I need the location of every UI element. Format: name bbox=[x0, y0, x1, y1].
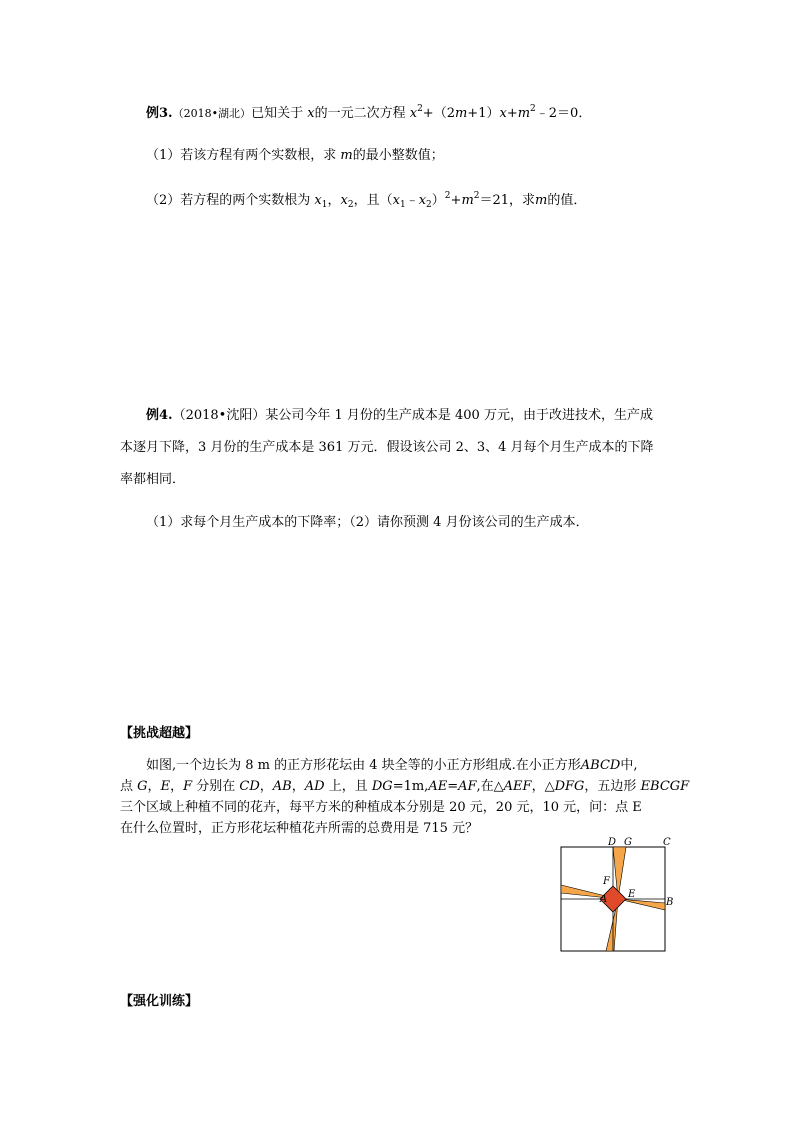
ex4-stem: 例4.（2018•沈阳）某公司今年 1 月份的生产成本是 400 万元，由于改进技术，生产成 本逐月下降，3 月份的生产成本是 361 万元．假设该公司 2、3、4 月每个月生产成本的下降 率都相同． bbox=[120, 408, 654, 487]
ex3-source: （2018•湖北） bbox=[172, 107, 252, 120]
ex3-question-2: （2）若方程的两个实数根为 $x_1$，$x_2$，且$(x_1﹣x_2)^2+m^2=21$，求m的值． bbox=[146, 191, 587, 210]
label-b: B bbox=[666, 897, 674, 908]
ex3-question-1: （1）若该方程有两个实数根，求 m的最小整数值； bbox=[146, 148, 444, 163]
training-heading: 【强化训练】 bbox=[120, 994, 199, 1009]
label-f: F bbox=[603, 876, 610, 887]
label-e: E bbox=[628, 889, 636, 900]
flowerbed-svg bbox=[558, 835, 678, 955]
ex4-questions: （1）求每个月生产成本的下降率；（2）请你预测 4 月份该公司的生产成本． bbox=[146, 515, 589, 530]
label-g: G bbox=[624, 837, 632, 848]
label-c: C bbox=[663, 837, 671, 848]
ex3-label: 例3. bbox=[146, 106, 173, 121]
challenge-heading: 【挑战超越】 bbox=[120, 726, 199, 741]
label-a: A bbox=[600, 894, 608, 905]
ex3-stem: 例3.（2018•湖北）已知关于 x的一元二次方程 $x^2+(2m+1)x+m^2﹣2=0$． bbox=[146, 104, 592, 121]
challenge-problem: 如图,一个边长为 8 m 的正方形花坛由 4 块全等的小正方形组成.在小正方形ABCD中, 点 G，E，F 分别在 CD，AB，AD 上，且 DG=1m,AE=AF,在△AEF，△DFG，五边形 EBCGF 三个区域上种植不同的花卉，每平方米的种植成本分别是 20 元，20 元，10 元，问：点 E 在什么位置时，正方形花坛种植花卉所需的总费用是 715 元？ bbox=[120, 758, 690, 836]
flowerbed-figure bbox=[558, 835, 678, 959]
ex4-label: 例4. bbox=[146, 408, 173, 423]
label-d: D bbox=[608, 837, 617, 848]
